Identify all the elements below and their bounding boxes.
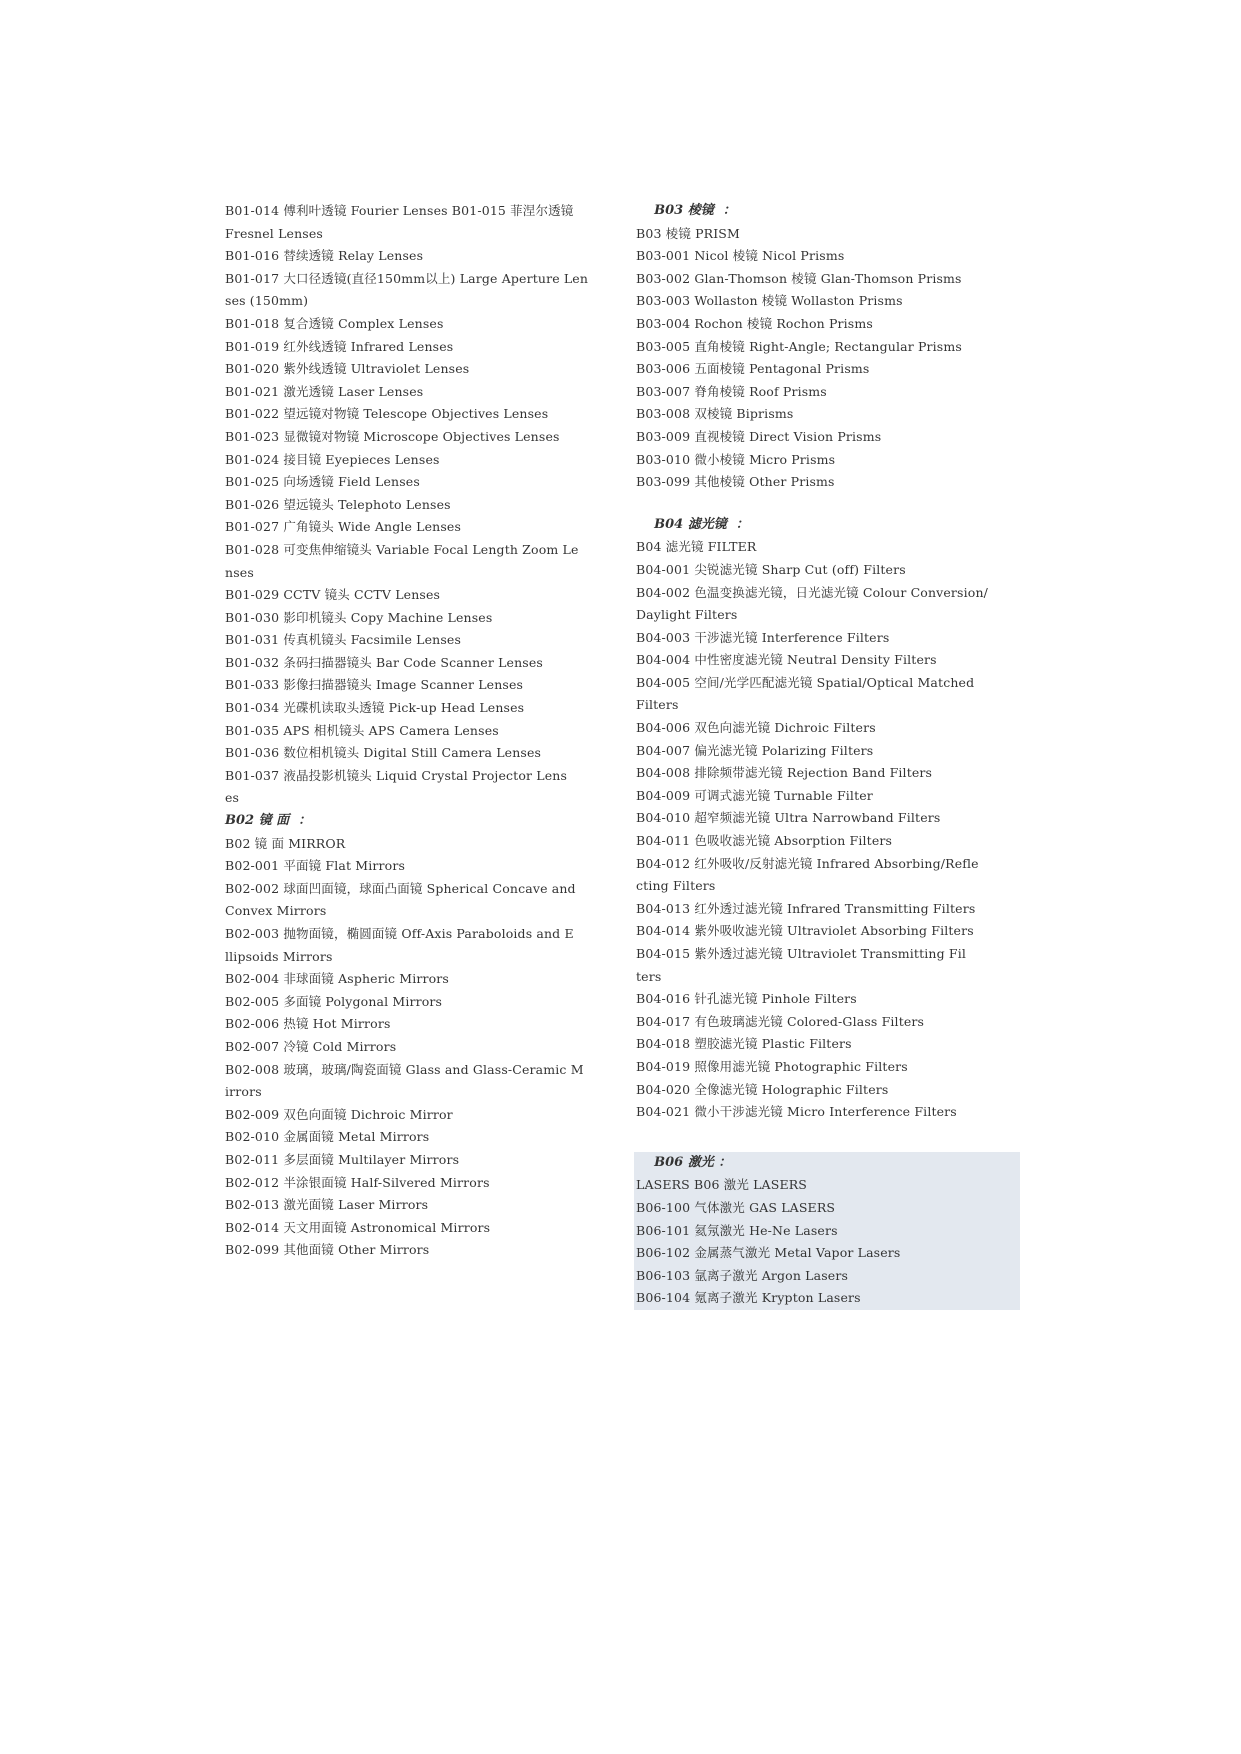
list-item: B02-010 金属面镜 Metal Mirrors: [225, 1129, 430, 1145]
section-b03-prism: [636, 200, 1026, 494]
list-item: B04-017 有色玻璃滤光镜 Colored-Glass Filters: [636, 1013, 925, 1029]
list-item: B06-102 金属蒸气激光 Metal Vapor Lasers: [636, 1245, 901, 1261]
list-item: B04 滤光镜 FILTER: [636, 539, 757, 555]
list-item: B04-003 干涉滤光镜 Interference Filters: [636, 629, 890, 645]
list-item: B06-100 气体激光 GAS LASERS: [636, 1199, 836, 1215]
section-heading-b03: B03 棱镜 ：: [636, 203, 736, 218]
list-item: Filters: [636, 697, 679, 713]
list-item: B04-011 色吸收滤光镜 Absorption Filters: [636, 833, 893, 849]
list-item: B03-008 双棱镜 Biprisms: [636, 406, 794, 422]
list-item: B02-009 双色向面镜 Dichroic Mirror: [225, 1106, 453, 1122]
list-item: B04-007 偏光滤光镜 Polarizing Filters: [636, 742, 874, 758]
list-item: B02-005 多面镜 Polygonal Mirrors: [225, 993, 443, 1009]
list-item: B04-006 双色向滤光镜 Dichroic Filters: [636, 720, 876, 736]
list-item: B04-004 中性密度滤光镜 Neutral Density Filters: [636, 652, 937, 668]
list-item: B01-023 显微镜对物镜 Microscope Objectives Lenses: [225, 428, 560, 444]
list-item: B06-104 氪离子激光 Krypton Lasers: [636, 1290, 861, 1306]
list-item: B01-021 激光透镜 Laser Lenses: [225, 383, 424, 399]
list-item: B01-036 数位相机镜头 Digital Still Camera Lenses: [225, 745, 542, 761]
list-item: B02-006 热镜 Hot Mirrors: [225, 1016, 391, 1032]
right-column: [636, 200, 1026, 1310]
list-item: B03-099 其他棱镜 Other Prisms: [636, 474, 835, 490]
list-item: B01-028 可变焦伸缩镜头 Variable Focal Length Zoom Le: [225, 541, 579, 557]
list-item: B03-002 Glan-Thomson 棱镜 Glan-Thomson Prisms: [636, 270, 962, 286]
list-item: Convex Mirrors: [225, 903, 327, 919]
list-item: B04-008 排除频带滤光镜 Rejection Band Filters: [636, 765, 933, 781]
list-item: B02-007 冷镜 Cold Mirrors: [225, 1038, 397, 1054]
list-item: B04-009 可调式滤光镜 Turnable Filter: [636, 787, 873, 803]
list-item: B04-013 红外透过滤光镜 Infrared Transmitting Filters: [636, 900, 976, 916]
list-item: B02-012 半涂银面镜 Half-Silvered Mirrors: [225, 1174, 490, 1190]
list-item: LASERS B06 激光 LASERS: [636, 1177, 807, 1193]
list-item: B01-031 传真机镜头 Facsimile Lenses: [225, 632, 462, 648]
list-item: B01-022 望远镜对物镜 Telescope Objectives Lenses: [225, 406, 549, 422]
list-item: B01-034 光碟机读取头透镜 Pick-up Head Lenses: [225, 700, 525, 716]
list-item: B01-027 广角镜头 Wide Angle Lenses: [225, 519, 462, 535]
list-item: B02-004 非球面镜 Aspheric Mirrors: [225, 971, 449, 987]
left-column: [225, 200, 610, 1262]
list-item: B01-029 CCTV 镜头 CCTV Lenses: [225, 587, 441, 603]
list-item: B04-015 紫外透过滤光镜 Ultraviolet Transmitting Fil: [636, 946, 967, 961]
list-item: B04-010 超窄频滤光镜 Ultra Narrowband Filters: [636, 810, 941, 826]
list-item: B03-001 Nicol 棱镜 Nicol Prisms: [636, 248, 845, 264]
list-item: B03 棱镜 PRISM: [636, 225, 740, 241]
list-item: es: [225, 790, 240, 806]
list-item: B02-099 其他面镜 Other Mirrors: [225, 1242, 430, 1258]
list-item: B01-037 液晶投影机镜头 Liquid Crystal Projector Lens: [225, 767, 568, 783]
list-item: B02-014 天文用面镜 Astronomical Mirrors: [225, 1219, 491, 1235]
section-spacer: [636, 1124, 1026, 1144]
list-item: B04-001 尖锐滤光镜 Sharp Cut (off) Filters: [636, 561, 906, 577]
section-b06-lasers: [634, 1152, 1020, 1310]
list-item: llipsoids Mirrors: [225, 948, 333, 964]
list-item: B01-024 接目镜 Eyepieces Lenses: [225, 451, 440, 467]
list-item: B01-026 望远镜头 Telephoto Lenses: [225, 496, 451, 512]
list-item: irrors: [225, 1084, 262, 1100]
list-item: B03-006 五面棱镜 Pentagonal Prisms: [636, 361, 870, 377]
list-item: B04-014 紫外吸收滤光镜 Ultraviolet Absorbing Filters: [636, 923, 974, 939]
list-item: B02-003 抛物面镜，椭圆面镜 Off-Axis Paraboloids and E: [225, 926, 574, 941]
list-item: B01-020 紫外线透镜 Ultraviolet Lenses: [225, 361, 470, 377]
list-item: B04-005 空间/光学匹配滤光镜 Spatial/Optical Matched: [636, 674, 975, 690]
section-b04-filter: [636, 514, 1026, 1124]
list-item: B03-007 脊角棱镜 Roof Prisms: [636, 383, 827, 399]
list-item: B01-035 APS 相机镜头 APS Camera Lenses: [225, 722, 499, 738]
section-heading-b02: B02 镜 面 ：: [225, 813, 312, 829]
list-item: B04-002 色温变换滤光镜，日光滤光镜 Colour Conversion/: [636, 584, 989, 600]
list-item: B03-009 直视棱镜 Direct Vision Prisms: [636, 428, 882, 444]
list-item: B03-004 Rochon 棱镜 Rochon Prisms: [636, 315, 873, 331]
list-item: B03-010 微小棱镜 Micro Prisms: [636, 451, 836, 467]
list-item: B02-011 多层面镜 Multilayer Mirrors: [225, 1151, 460, 1167]
list-item: B02-008 玻璃，玻璃/陶瓷面镜 Glass and Glass-Ceramic M: [225, 1061, 584, 1077]
list-item: B04-020 全像滤光镜 Holographic Filters: [636, 1081, 889, 1097]
section-heading-b06: B06 激光 ：: [636, 1154, 732, 1170]
list-item: B06-103 氩离子激光 Argon Lasers: [636, 1267, 849, 1283]
list-item: B03-003 Wollaston 棱镜 Wollaston Prisms: [636, 293, 903, 309]
list-item: ses (150mm): [225, 293, 309, 309]
list-item: cting Filters: [636, 878, 716, 894]
list-item: B01-025 向场透镜 Field Lenses: [225, 474, 420, 490]
list-item: B02 镜 面 MIRROR: [225, 835, 346, 851]
list-item: ters: [636, 968, 662, 984]
list-item: Daylight Filters: [636, 607, 738, 623]
list-item: B01-016 替续透镜 Relay Lenses: [225, 248, 424, 264]
list-item: B04-018 塑胶滤光镜 Plastic Filters: [636, 1036, 852, 1052]
list-item: B02-001 平面镜 Flat Mirrors: [225, 858, 406, 874]
list-item: B01-018 复合透镜 Complex Lenses: [225, 315, 444, 331]
list-item: B01-017 大口径透镜(直径150mm以上) Large Aperture Len: [225, 270, 589, 286]
list-item: B06-101 氦氖激光 He-Ne Lasers: [636, 1222, 838, 1238]
list-item: B01-019 红外线透镜 Infrared Lenses: [225, 338, 454, 354]
list-item: B04-012 红外吸收/反射滤光镜 Infrared Absorbing/Refle: [636, 855, 979, 871]
list-item: B03-005 直角棱镜 Right-Angle; Rectangular Prisms: [636, 338, 962, 354]
list-item: Fresnel Lenses: [225, 225, 323, 241]
section-spacer: [636, 494, 1026, 514]
section-heading-b04: B04 滤光镜 ：: [636, 516, 749, 532]
list-item: B01-032 条码扫描器镜头 Bar Code Scanner Lenses: [225, 654, 543, 670]
list-item: B01-014 傅利叶透镜 Fourier Lenses B01-015 菲涅尔透镜: [225, 203, 574, 218]
list-item: nses: [225, 564, 254, 580]
list-item: B01-033 影像扫描器镜头 Image Scanner Lenses: [225, 677, 524, 693]
list-item: B04-021 微小干涉滤光镜 Micro Interference Filters: [636, 1104, 957, 1120]
list-item: B02-002 球面凹面镜，球面凸面镜 Spherical Concave and: [225, 880, 576, 896]
list-item: B01-030 影印机镜头 Copy Machine Lenses: [225, 609, 493, 625]
list-item: B04-016 针孔滤光镜 Pinhole Filters: [636, 991, 857, 1007]
list-item: B02-013 激光面镜 Laser Mirrors: [225, 1197, 429, 1213]
list-item: B04-019 照像用滤光镜 Photographic Filters: [636, 1058, 908, 1074]
